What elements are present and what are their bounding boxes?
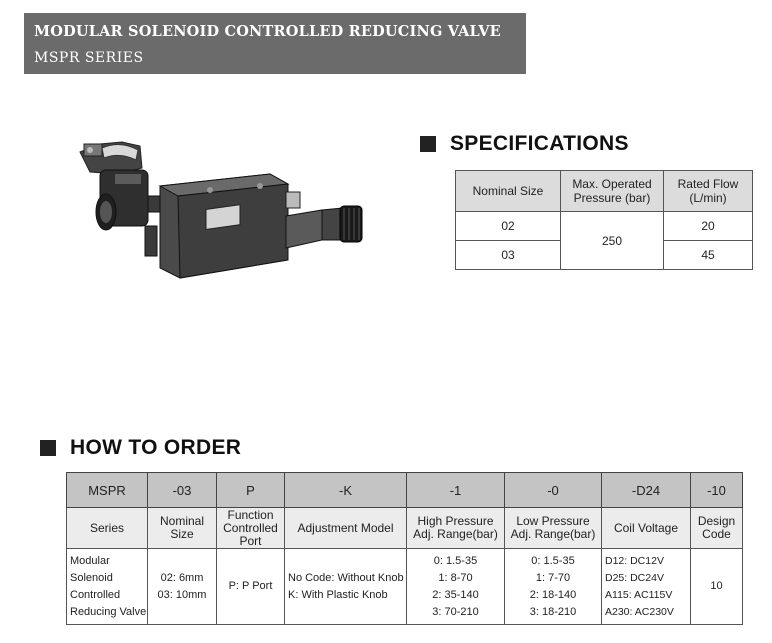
code-nominal-size: -03 [148, 473, 217, 508]
col-header-nominal-size: Nominal Size [456, 171, 561, 212]
order-code-table [66, 472, 743, 625]
max-pressure-cell: 250 [561, 212, 664, 270]
label-design: Design Code [691, 508, 743, 549]
valve-illustration [60, 130, 370, 300]
list-item: 3: 18-210 [529, 605, 577, 618]
list-item: 1: 8-70 [438, 571, 473, 584]
code-series: MSPR [67, 473, 148, 508]
how-to-order-heading-text: HOW TO ORDER [70, 436, 242, 459]
table-header-row [456, 171, 753, 212]
list-item: Solenoid [70, 571, 113, 584]
list-item: Controlled [70, 588, 121, 601]
valve-product-image [60, 130, 370, 300]
how-to-order-heading [40, 436, 241, 460]
label-function: Function Controlled Port [217, 508, 285, 549]
function-options [217, 549, 285, 625]
code-adjustment: -K [285, 473, 407, 508]
specifications-heading [420, 132, 629, 156]
rated-flow-cell: 45 [664, 241, 753, 270]
list-item: No Code: Without Knob [288, 571, 404, 584]
nominal-size-cell: 03 [456, 241, 561, 270]
heading-square-icon [40, 440, 56, 456]
label-adjustment: Adjustment Model [285, 508, 407, 549]
list-item: K: With Plastic Knob [288, 588, 388, 601]
specifications-heading-text: SPECIFICATIONS [450, 132, 629, 155]
page-subtitle: MSPR SERIES [34, 50, 144, 66]
list-item: 02: 6mm [160, 571, 204, 584]
rated-flow-cell: 20 [664, 212, 753, 241]
code-low-pressure: -0 [505, 473, 602, 508]
nominal-size-options [148, 549, 217, 625]
order-code-row [67, 473, 743, 508]
label-low-pressure: Low Pressure Adj. Range(bar) [505, 508, 602, 549]
label-high-pressure: High Pressure Adj. Range(bar) [407, 508, 505, 549]
list-item: D25: DC24V [605, 571, 664, 584]
label-coil-voltage: Coil Voltage [602, 508, 691, 549]
col-header-max-pressure: Max. Operated Pressure (bar) [561, 171, 664, 212]
title-banner [24, 13, 526, 74]
list-item: P: P Port [228, 580, 273, 592]
list-item: 3: 70-210 [432, 605, 479, 618]
specifications-table [455, 170, 753, 270]
coil-voltage-options [602, 549, 691, 625]
heading-square-icon [420, 136, 436, 152]
design-code-options [691, 549, 743, 625]
list-item: 1: 7-70 [535, 571, 571, 584]
order-label-row [67, 508, 743, 549]
list-item: Modular [70, 554, 110, 567]
order-options-row [67, 549, 743, 625]
low-pressure-options [505, 549, 602, 625]
list-item: D12: DC12V [605, 554, 664, 567]
code-function: P [217, 473, 285, 508]
col-header-rated-flow: Rated Flow (L/min) [664, 171, 753, 212]
list-item: 0: 1.5-35 [433, 554, 478, 567]
list-item: 0: 1.5-35 [531, 554, 575, 567]
list-item: Reducing Valve [70, 605, 147, 618]
list-item: A115: AC115V [605, 588, 673, 601]
page-title: MODULAR SOLENOID CONTROLLED REDUCING VALVE [34, 23, 501, 40]
nominal-size-cell: 02 [456, 212, 561, 241]
list-item: 2: 18-140 [529, 588, 577, 601]
code-high-pressure: -1 [407, 473, 505, 508]
series-options [67, 549, 148, 625]
code-design: -10 [691, 473, 743, 508]
high-pressure-options [407, 549, 505, 625]
label-nominal-size: Nominal Size [148, 508, 217, 549]
list-item: 2: 35-140 [432, 588, 479, 601]
table-row [456, 212, 753, 241]
list-item: 10 [710, 580, 723, 592]
label-series: Series [67, 508, 148, 549]
code-coil-voltage: -D24 [602, 473, 691, 508]
adjustment-options [285, 549, 407, 625]
list-item: A230: AC230V [605, 605, 674, 618]
list-item: 03: 10mm [157, 588, 207, 601]
